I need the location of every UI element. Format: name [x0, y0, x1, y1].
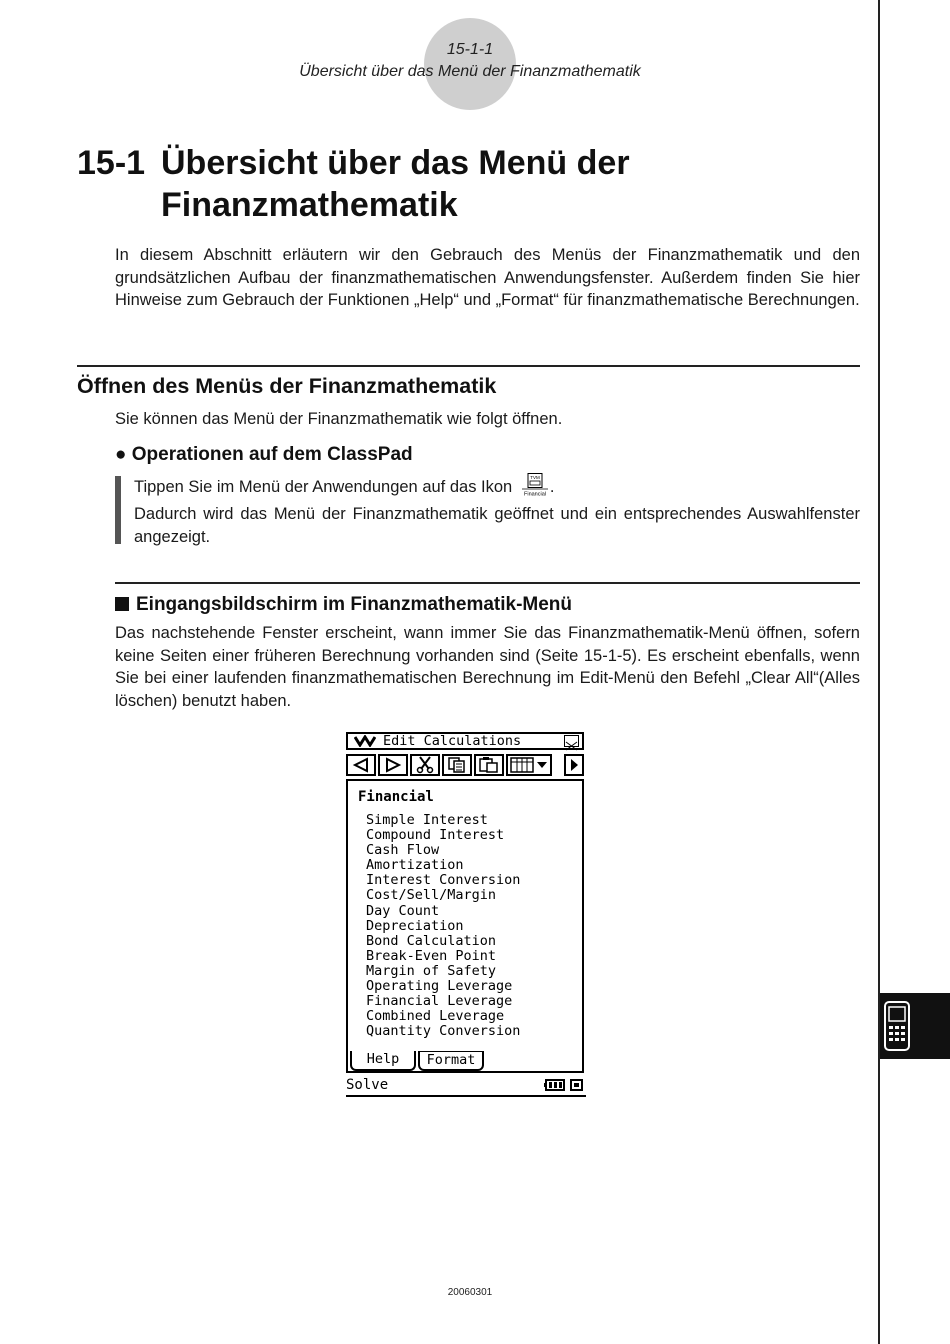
menu-item-simple-interest[interactable]: Simple Interest	[366, 812, 488, 828]
menu-bar-items[interactable]: Edit Calculations	[383, 733, 522, 749]
operation-step-2: Dadurch wird das Menü der Finanzmathematik geöffnet und ein entsprechendes Auswahlfenster angezeigt.	[134, 505, 860, 546]
window-resize-icon[interactable]	[564, 735, 579, 747]
left-arrow-icon	[348, 756, 374, 774]
battery-icon	[544, 1079, 566, 1091]
menu-item-margin-of-safety[interactable]: Margin of Safety	[366, 962, 497, 979]
toolbar-scroll-button[interactable]	[564, 754, 584, 776]
table-view-icon	[508, 756, 550, 774]
toolbar	[346, 754, 586, 776]
financial-app-icon	[520, 473, 550, 497]
cut-button[interactable]	[410, 754, 440, 776]
calculator-icon	[884, 1001, 910, 1051]
status-text: Solve	[346, 1077, 389, 1093]
page-edge-rule	[878, 0, 880, 1344]
subsection-paragraph: Das nachstehende Fenster erscheint, wann immer Sie das Finanzmathematik-Menü öffnen, sofern keine Seiten einer früheren Berechnung vorhanden sind (Seite 15-1-5). Es erscheint ebenfalls, wenn Sie bei einer laufenden finanzmathematischen Berechnung im Edit-Menü den Befehl „Clear All“(Alles löschen) benutzt haben.	[115, 624, 860, 710]
footer-date-code: 20060301	[447, 1287, 493, 1298]
menu-chevron-icon[interactable]	[354, 735, 376, 747]
menu-item-amortization[interactable]: Amortization	[366, 857, 464, 874]
redo-button[interactable]	[378, 754, 408, 776]
subsection-rule	[115, 582, 860, 584]
operation-step-1	[134, 473, 860, 499]
menu-item-compound-interest[interactable]: Compound Interest	[366, 827, 505, 844]
menu-item-break-even-point[interactable]: Break-Even Point	[366, 947, 497, 964]
section-heading: Öffnen des Menüs der Finanzmathematik	[77, 374, 497, 398]
running-header: Übersicht über das Menü der Finanzmathematik	[299, 63, 641, 80]
chapter-title-line1: Übersicht über das Menü der	[161, 144, 630, 182]
financial-menu-list	[366, 813, 520, 1039]
copy-icon	[444, 756, 470, 774]
operations-heading: ● Operationen auf dem ClassPad	[115, 444, 413, 465]
menu-item-cost-sell-margin[interactable]: Cost/Sell/Margin	[366, 887, 497, 904]
menu-item-depreciation[interactable]: Depreciation	[366, 917, 464, 934]
menu-item-combined-leverage[interactable]: Combined Leverage	[366, 1008, 505, 1025]
icon-label-bottom: Financial	[523, 491, 546, 497]
menu-item-bond-calculation[interactable]: Bond Calculation	[366, 932, 497, 949]
tab-help[interactable]: Help	[350, 1051, 416, 1071]
tab-format[interactable]: Format	[418, 1051, 484, 1071]
chapter-title-line2: Finanzmathematik	[161, 186, 458, 224]
menu-item-financial-leverage[interactable]: Financial Leverage	[366, 993, 513, 1010]
subsection-heading-text: Eingangsbildschirm im Finanzmathematik-Menü	[136, 594, 573, 615]
financial-menu-panel	[346, 779, 584, 1073]
view-dropdown-button[interactable]	[506, 754, 552, 776]
scissors-icon	[412, 756, 438, 774]
step1-text: Tippen Sie im Menü der Anwendungen auf das Ikon	[134, 478, 513, 496]
status-bar	[346, 1077, 586, 1097]
financial-heading: Financial	[358, 789, 434, 805]
status-window-icon[interactable]	[570, 1079, 583, 1091]
square-bullet-icon	[115, 597, 129, 611]
copy-button[interactable]	[442, 754, 472, 776]
subsection-heading	[115, 594, 572, 616]
menu-item-interest-conversion[interactable]: Interest Conversion	[366, 872, 521, 889]
page-number: 15-1-1	[446, 41, 494, 58]
paste-button[interactable]	[474, 754, 504, 776]
intro-paragraph: In diesem Abschnitt erläutern wir den Gebrauch des Menüs der Finanzmathematik und den grundsätzlichen Aufbau der finanzmathematischen Anwendungsfenster. Außerdem finden Sie hier Hinweise zum Gebrauch der Funktionen „Help“ und „Format“ für finanzmathematische Berechnungen.	[115, 246, 860, 310]
bottom-tabs	[349, 1051, 583, 1073]
classpad-screen	[345, 731, 587, 1099]
paste-icon	[476, 756, 502, 774]
section-intro: Sie können das Menü der Finanzmathematik wie folgt öffnen.	[115, 410, 563, 428]
operation-bar	[115, 476, 121, 544]
section-rule	[77, 365, 860, 367]
chapter-number: 15-1	[77, 144, 146, 182]
menu-item-cash-flow[interactable]: Cash Flow	[366, 842, 440, 859]
menu-item-quantity-conversion[interactable]: Quantity Conversion	[366, 1023, 521, 1040]
undo-button[interactable]	[346, 754, 376, 776]
triangle-right-icon	[566, 756, 582, 774]
menu-bar	[346, 732, 584, 750]
menu-item-day-count[interactable]: Day Count	[366, 902, 440, 919]
menu-item-operating-leverage[interactable]: Operating Leverage	[366, 978, 513, 995]
icon-label-top: TVM	[530, 475, 540, 480]
right-arrow-icon	[380, 756, 406, 774]
chapter-side-tab	[880, 993, 950, 1059]
step1-end: .	[549, 478, 555, 496]
operations-heading-text: Operationen auf dem ClassPad	[131, 444, 413, 465]
